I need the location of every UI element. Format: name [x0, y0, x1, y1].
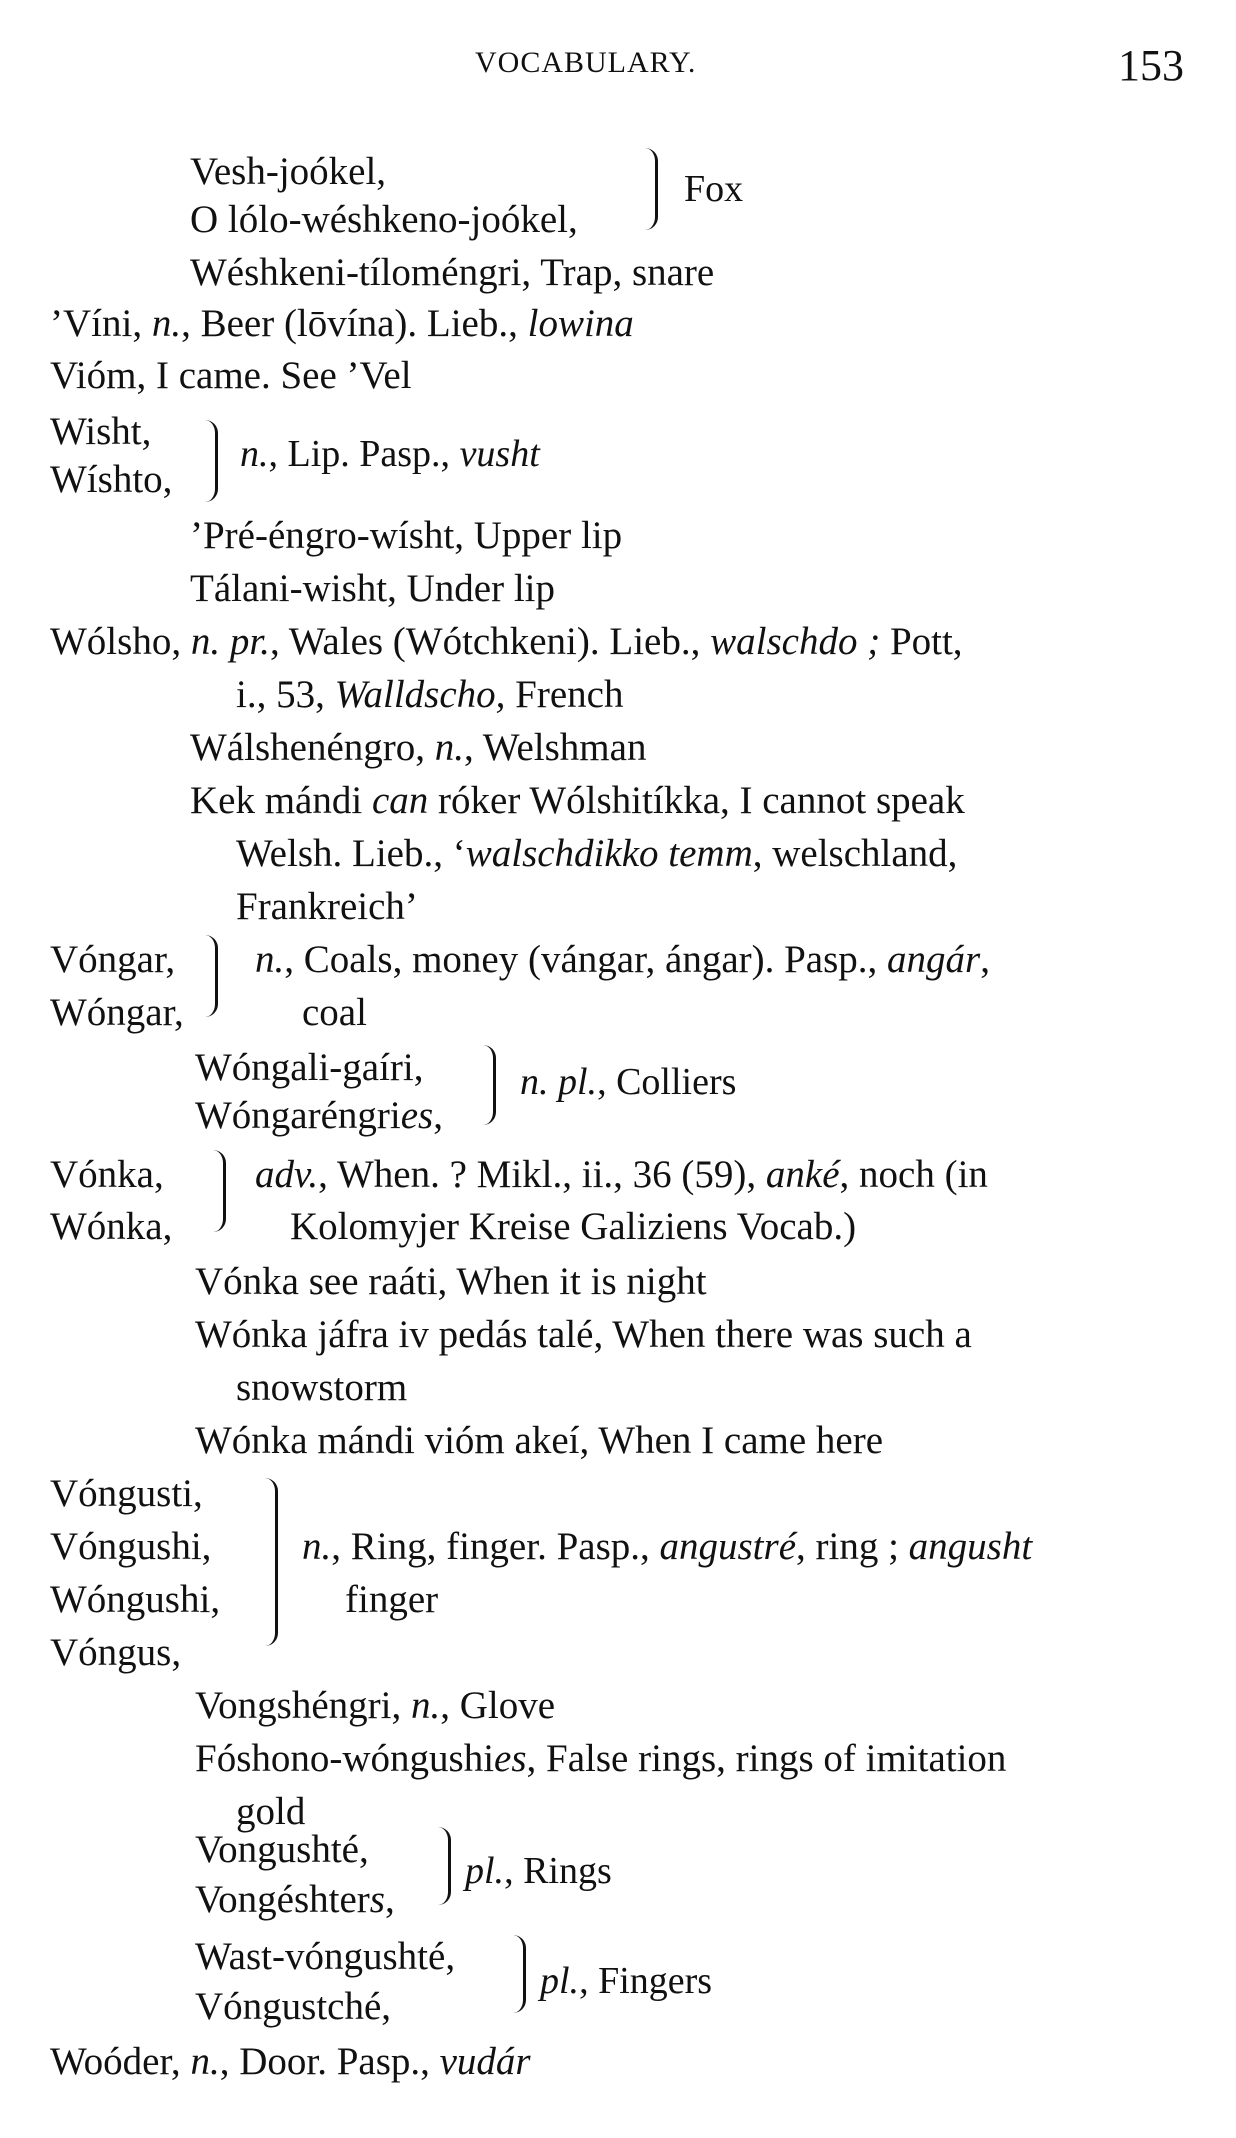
text-line — [540, 1962, 712, 2000]
text-span: , ring ; — [796, 1525, 909, 1568]
brace — [213, 1150, 226, 1232]
text-line — [195, 1096, 443, 1135]
text-line — [195, 1686, 555, 1725]
text-line — [302, 1527, 1032, 1566]
text-span: Wóngushi, — [50, 1578, 221, 1621]
italic-span: angár — [887, 938, 981, 981]
text-line — [190, 516, 622, 555]
italic-span: anké — [765, 1153, 840, 1196]
text-line — [195, 1739, 1006, 1778]
text-span: , Ring, finger. Pasp., — [331, 1525, 660, 1568]
italic-span: walschdikko temm — [465, 832, 753, 875]
text-span: Vesh-joókel, — [190, 150, 387, 193]
text-span: Vónka see raáti, When it is night — [195, 1260, 707, 1303]
text-line — [255, 940, 990, 979]
text-span: Wónka, — [50, 1205, 173, 1248]
italic-span: pl. — [465, 1850, 505, 1892]
text-line — [190, 253, 714, 292]
text-span: Vóngusti, — [50, 1472, 203, 1515]
text-span: , Door. Pasp., — [219, 2040, 440, 2083]
text-span: Wólsho, — [50, 620, 191, 663]
text-span: Woóder, — [50, 2040, 191, 2083]
text-line — [195, 1262, 707, 1301]
italic-span: es — [494, 1737, 527, 1780]
text-line — [50, 622, 963, 661]
text-span: Wíshto, — [50, 458, 173, 501]
text-line — [190, 200, 578, 239]
text-span: , Colliers — [597, 1061, 737, 1103]
text-line — [236, 1368, 407, 1407]
italic-span: n. — [410, 1684, 441, 1727]
text-line — [190, 152, 386, 191]
brace — [513, 1935, 526, 2013]
text-line — [255, 1155, 988, 1194]
text-span: Kek mándi — [190, 779, 372, 822]
text-span: Wéshkeni-tíloméngri, Trap, snare — [190, 251, 715, 294]
text-span: Welsh. Lieb., ‘ — [236, 832, 466, 875]
italic-span: angustré — [659, 1525, 796, 1568]
text-line — [302, 993, 367, 1032]
text-span: , When. ? Mikl., ii., 36 (59), — [318, 1153, 766, 1196]
text-line — [195, 1880, 395, 1919]
italic-span: angusht — [908, 1525, 1033, 1568]
text-span: Wónka jáfra iv pedás talé, When there was such a — [195, 1313, 972, 1356]
text-line — [195, 1987, 391, 2026]
text-line — [236, 887, 418, 926]
text-span: , welschland, — [752, 832, 958, 875]
italic-span: can — [371, 779, 429, 822]
italic-span: adv. — [255, 1153, 319, 1196]
text-line — [50, 1580, 220, 1619]
text-line — [190, 781, 965, 820]
italic-span: walschdo ; — [710, 620, 881, 663]
text-span: , Coals, money (vángar, ángar). Pasp., — [284, 938, 888, 981]
text-line — [195, 1421, 883, 1460]
text-span: snowstorm — [236, 1366, 408, 1409]
text-span: , Wales (Wótchkeni). Lieb., — [269, 620, 711, 663]
text-span: O lólo-wéshkeno-joókel, — [190, 198, 578, 241]
text-span: róker Wólshitíkka, I cannot speak — [428, 779, 965, 822]
text-span: Kolomyjer Kreise Galiziens Vocab.) — [290, 1205, 857, 1248]
brace — [265, 1478, 278, 1646]
text-span: Vongéshter — [195, 1878, 370, 1921]
text-line — [195, 1315, 972, 1354]
text-span: gold — [236, 1790, 306, 1833]
brace — [438, 1827, 451, 1905]
text-line — [240, 435, 540, 473]
text-span: Wálshenéngro, — [190, 726, 435, 769]
italic-span: n. — [151, 302, 182, 345]
text-line — [50, 993, 184, 1032]
text-line — [50, 2042, 531, 2081]
italic-span: n. — [255, 938, 285, 981]
italic-span: n. — [190, 2040, 220, 2083]
text-line — [236, 1792, 305, 1831]
text-span: , Glove — [440, 1684, 556, 1727]
text-span: Vóngustché, — [195, 1985, 392, 2028]
text-line — [290, 1207, 856, 1246]
text-line — [190, 569, 555, 608]
text-line — [236, 834, 957, 873]
text-line — [50, 1207, 172, 1246]
text-span: , — [384, 1878, 395, 1921]
text-line — [50, 1527, 211, 1566]
text-line — [50, 940, 175, 979]
text-span: Frankreich’ — [236, 885, 418, 928]
italic-span: s — [369, 1878, 385, 1921]
page-number: 153 — [1118, 41, 1184, 90]
text-span: , — [433, 1094, 443, 1137]
text-span: Fóshono-wóngushi — [195, 1737, 495, 1780]
text-span: Tálani-wisht, Under lip — [190, 567, 555, 610]
text-line — [50, 1474, 203, 1513]
text-span: Wast-vóngushté, — [195, 1935, 456, 1978]
italic-span: n. pl. — [520, 1061, 598, 1103]
text-span: , False rings, rings of imitation — [526, 1737, 1007, 1780]
text-line — [236, 675, 623, 714]
brace — [645, 148, 658, 230]
text-line — [50, 1155, 164, 1194]
italic-span: es — [400, 1094, 434, 1137]
text-span: , Rings — [504, 1850, 612, 1892]
text-line — [195, 1830, 369, 1869]
text-line — [345, 1580, 438, 1619]
text-line — [50, 356, 412, 395]
text-line — [465, 1852, 612, 1890]
text-line — [520, 1063, 736, 1101]
brace — [205, 420, 218, 502]
text-span: Wóngali-gaíri, — [195, 1046, 424, 1089]
text-span: coal — [302, 991, 367, 1034]
brace — [205, 935, 218, 1017]
text-span: , Lip. Pasp., — [268, 433, 460, 475]
text-span: Wóngaréngri — [195, 1094, 401, 1137]
italic-span: n. — [434, 726, 464, 769]
text-line — [50, 1633, 181, 1672]
running-header: VOCABULARY. — [475, 46, 697, 79]
text-span: ’Pré-éngro-wísht, Upper lip — [190, 514, 623, 557]
text-span: Vóngus, — [50, 1631, 182, 1674]
text-line — [50, 412, 151, 451]
text-span: Wónka mándi vióm akeí, When I came here — [195, 1419, 884, 1462]
italic-span: Walldscho, — [334, 673, 506, 716]
text-span: Wóngar, — [50, 991, 184, 1034]
text-span: French — [505, 673, 624, 716]
brace — [483, 1045, 496, 1125]
italic-span: lowina — [527, 302, 634, 345]
text-span: Vongushté, — [195, 1828, 369, 1871]
italic-span: pl. — [540, 1960, 580, 2002]
italic-span: n. pr. — [190, 620, 270, 663]
text-line — [195, 1048, 424, 1087]
text-line — [190, 728, 646, 767]
text-span: Wisht, — [50, 410, 152, 453]
text-span: , — [980, 938, 990, 981]
text-line — [50, 460, 172, 499]
text-span: , noch (in — [839, 1153, 988, 1196]
italic-span: vusht — [459, 433, 540, 475]
text-span: Fox — [684, 168, 744, 210]
italic-span: n. — [302, 1525, 332, 1568]
text-line — [195, 1937, 455, 1976]
text-span: Vongshéngri, — [195, 1684, 411, 1727]
text-span: , Beer (lōvína). Lieb., — [181, 302, 528, 345]
text-span: , Welshman — [464, 726, 647, 769]
text-span: , Fingers — [579, 1960, 713, 2002]
text-span: Vóngar, — [50, 938, 176, 981]
text-span: Pott, — [880, 620, 963, 663]
text-span: ’Víni, — [50, 302, 152, 345]
text-span: Vióm, I came. See ’Vel — [50, 354, 412, 397]
italic-span: n. — [240, 433, 269, 475]
text-span: Vóngushi, — [50, 1525, 212, 1568]
text-line — [684, 170, 743, 208]
italic-span: vudár — [439, 2040, 531, 2083]
text-span: finger — [345, 1578, 439, 1621]
text-span: Vónka, — [50, 1153, 164, 1196]
text-line — [50, 304, 634, 343]
text-span: i., 53, — [236, 673, 335, 716]
